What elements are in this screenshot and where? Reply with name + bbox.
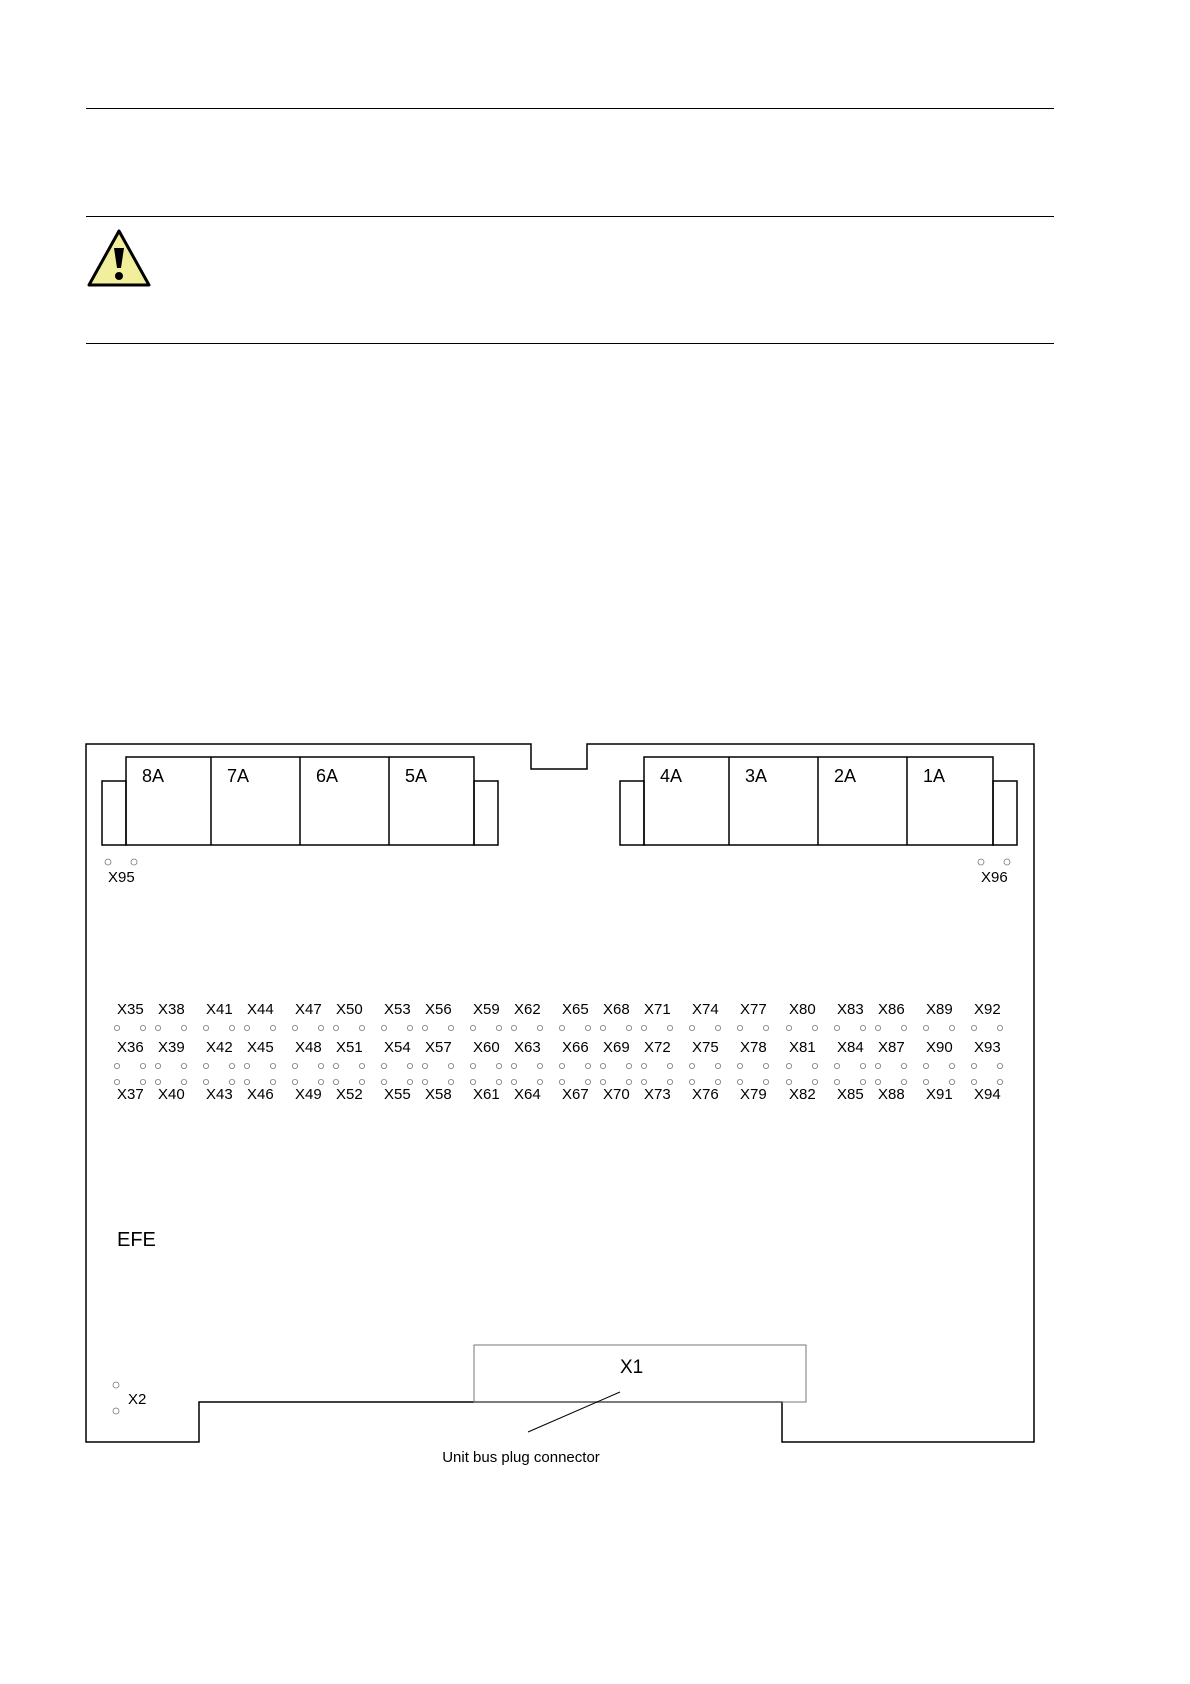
terminal-label-x87: X87: [878, 1039, 905, 1056]
terminal-pin: [667, 1079, 672, 1084]
terminal-label-x43: X43: [206, 1086, 233, 1103]
terminal-pin: [496, 1063, 501, 1068]
x2-pin-top: [113, 1382, 119, 1388]
terminal-pin: [270, 1063, 275, 1068]
terminal-label-x66: X66: [562, 1039, 589, 1056]
terminal-pin: [585, 1025, 590, 1030]
terminal-label-x88: X88: [878, 1086, 905, 1103]
terminal-pin: [229, 1025, 234, 1030]
terminal-label-x72: X72: [644, 1039, 671, 1056]
terminal-label-x53: X53: [384, 1001, 411, 1018]
terminal-label-x71: X71: [644, 1001, 671, 1018]
fuse-block-right-side-tab: [620, 781, 644, 845]
fuse-label-4a: 4A: [660, 766, 683, 786]
terminal-pin: [626, 1025, 631, 1030]
terminal-pin: [971, 1063, 976, 1068]
terminal-pin: [923, 1079, 928, 1084]
terminal-pin: [407, 1025, 412, 1030]
terminal-pin: [270, 1079, 275, 1084]
terminal-pin: [641, 1079, 646, 1084]
terminal-pin: [626, 1079, 631, 1084]
terminal-pin: [155, 1025, 160, 1030]
fuse-block-left-side-tab-2: [474, 781, 498, 845]
terminal-pin: [292, 1025, 297, 1030]
terminal-pin: [470, 1079, 475, 1084]
terminal-label-x62: X62: [514, 1001, 541, 1018]
terminal-pin: [949, 1025, 954, 1030]
terminal-label-x56: X56: [425, 1001, 452, 1018]
terminal-pin: [511, 1079, 516, 1084]
terminal-pin: [407, 1063, 412, 1068]
terminal-pin: [626, 1063, 631, 1068]
terminal-pin: [381, 1079, 386, 1084]
terminal-pin: [511, 1025, 516, 1030]
terminal-pin: [763, 1063, 768, 1068]
terminal-pin: [763, 1025, 768, 1030]
terminal-pin: [901, 1063, 906, 1068]
terminal-pin: [737, 1063, 742, 1068]
terminal-pin: [600, 1025, 605, 1030]
fuse-label-3a: 3A: [745, 766, 768, 786]
terminal-pin: [689, 1025, 694, 1030]
fuse-label-2a: 2A: [834, 766, 857, 786]
terminal-pin: [860, 1025, 865, 1030]
terminal-pin: [537, 1079, 542, 1084]
terminal-pin: [448, 1063, 453, 1068]
terminal-label-x64: X64: [514, 1086, 541, 1103]
terminal-pin: [667, 1025, 672, 1030]
terminal-label-x55: X55: [384, 1086, 411, 1103]
terminal-pin: [585, 1063, 590, 1068]
terminal-pin: [244, 1079, 249, 1084]
terminal-pin: [448, 1025, 453, 1030]
terminal-pin: [971, 1025, 976, 1030]
terminal-pin: [600, 1079, 605, 1084]
terminal-label-x68: X68: [603, 1001, 630, 1018]
terminal-pin: [860, 1079, 865, 1084]
terminal-pin: [292, 1079, 297, 1084]
terminal-pin: [737, 1079, 742, 1084]
terminal-pin: [875, 1079, 880, 1084]
terminal-label-x35: X35: [117, 1001, 144, 1018]
terminal-label-x46: X46: [247, 1086, 274, 1103]
terminal-label-x44: X44: [247, 1001, 274, 1018]
x2-pin-bottom: [113, 1408, 119, 1414]
terminal-pin: [318, 1063, 323, 1068]
terminal-pin: [689, 1079, 694, 1084]
terminal-label-x89: X89: [926, 1001, 953, 1018]
terminal-pin: [949, 1079, 954, 1084]
terminal-pin: [537, 1063, 542, 1068]
terminal-label-x94: X94: [974, 1086, 1001, 1103]
terminal-pin: [1004, 859, 1010, 865]
terminal-pin: [978, 859, 984, 865]
terminal-pin: [181, 1025, 186, 1030]
terminal-pin: [786, 1025, 791, 1030]
terminal-label-x50: X50: [336, 1001, 363, 1018]
terminal-pin: [923, 1063, 928, 1068]
terminal-label-x93: X93: [974, 1039, 1001, 1056]
terminal-pin: [422, 1063, 427, 1068]
terminal-label-x76: X76: [692, 1086, 719, 1103]
terminal-pin: [407, 1079, 412, 1084]
terminal-label-x81: X81: [789, 1039, 816, 1056]
terminal-pin: [875, 1025, 880, 1030]
terminal-label-x91: X91: [926, 1086, 953, 1103]
terminal-label-x59: X59: [473, 1001, 500, 1018]
terminal-label-x85: X85: [837, 1086, 864, 1103]
terminal-label-x54: X54: [384, 1039, 411, 1056]
terminal-label-x96: X96: [981, 869, 1008, 886]
terminal-pin: [244, 1063, 249, 1068]
terminal-pin: [381, 1025, 386, 1030]
terminal-pin: [812, 1025, 817, 1030]
terminal-pin: [155, 1079, 160, 1084]
terminal-pin: [496, 1079, 501, 1084]
terminal-pin: [812, 1079, 817, 1084]
terminal-label-x41: X41: [206, 1001, 233, 1018]
terminal-label-x40: X40: [158, 1086, 185, 1103]
terminal-label-x78: X78: [740, 1039, 767, 1056]
terminal-pin: [511, 1063, 516, 1068]
terminal-label-x65: X65: [562, 1001, 589, 1018]
terminal-label-x92: X92: [974, 1001, 1001, 1018]
efe-label: EFE: [117, 1229, 156, 1251]
terminal-label-x58: X58: [425, 1086, 452, 1103]
terminal-label-x42: X42: [206, 1039, 233, 1056]
terminal-pin: [667, 1063, 672, 1068]
terminal-label-x77: X77: [740, 1001, 767, 1018]
terminal-label-x95: X95: [108, 869, 135, 886]
terminal-label-x90: X90: [926, 1039, 953, 1056]
terminal-label-x37: X37: [117, 1086, 144, 1103]
terminal-pin: [333, 1063, 338, 1068]
terminal-label-x60: X60: [473, 1039, 500, 1056]
terminal-pin: [318, 1079, 323, 1084]
terminal-pin: [641, 1025, 646, 1030]
fuse-label-8a: 8A: [142, 766, 165, 786]
terminal-label-x63: X63: [514, 1039, 541, 1056]
terminal-label-x70: X70: [603, 1086, 630, 1103]
terminal-pin: [140, 1063, 145, 1068]
terminal-pin: [715, 1079, 720, 1084]
terminal-label-x36: X36: [117, 1039, 144, 1056]
terminal-pin: [834, 1025, 839, 1030]
terminal-pin: [114, 1063, 119, 1068]
terminal-pin: [203, 1063, 208, 1068]
terminal-label-x84: X84: [837, 1039, 864, 1056]
terminal-pin: [949, 1063, 954, 1068]
terminal-label-x74: X74: [692, 1001, 719, 1018]
terminal-pin: [140, 1025, 145, 1030]
terminal-label-x2: X2: [128, 1391, 147, 1408]
terminal-pin: [786, 1063, 791, 1068]
terminal-pin: [155, 1063, 160, 1068]
terminal-pin: [537, 1025, 542, 1030]
terminal-pin: [715, 1025, 720, 1030]
terminal-pin: [422, 1025, 427, 1030]
terminal-label-x86: X86: [878, 1001, 905, 1018]
fuse-label-5a: 5A: [405, 766, 428, 786]
terminal-pin: [270, 1025, 275, 1030]
terminal-pin: [923, 1025, 928, 1030]
terminal-pin: [834, 1079, 839, 1084]
terminal-pin: [105, 859, 111, 865]
terminal-pin: [181, 1063, 186, 1068]
terminal-pin: [244, 1025, 249, 1030]
terminal-pin: [470, 1025, 475, 1030]
terminal-pin: [559, 1063, 564, 1068]
terminal-pin: [901, 1079, 906, 1084]
terminal-pin: [114, 1079, 119, 1084]
terminal-label-x49: X49: [295, 1086, 322, 1103]
terminal-pin: [559, 1079, 564, 1084]
terminal-pin: [763, 1079, 768, 1084]
terminal-pin: [812, 1063, 817, 1068]
fuse-block-left-side-tab: [102, 781, 126, 845]
terminal-pin: [229, 1063, 234, 1068]
terminal-pin: [997, 1025, 1002, 1030]
terminal-pin: [901, 1025, 906, 1030]
terminal-label-x48: X48: [295, 1039, 322, 1056]
fuse-block-right-side-tab-2: [993, 781, 1017, 845]
terminal-pin: [292, 1063, 297, 1068]
terminal-pin: [131, 859, 137, 865]
connector-caption: Unit bus plug connector: [442, 1449, 600, 1466]
terminal-pin: [689, 1063, 694, 1068]
terminal-label-x52: X52: [336, 1086, 363, 1103]
terminal-label-x83: X83: [837, 1001, 864, 1018]
terminal-label-x51: X51: [336, 1039, 363, 1056]
terminal-pin: [229, 1079, 234, 1084]
terminal-label-x69: X69: [603, 1039, 630, 1056]
fuse-label-6a: 6A: [316, 766, 339, 786]
terminal-pin: [834, 1063, 839, 1068]
terminal-pin: [786, 1079, 791, 1084]
fuse-label-1a: 1A: [923, 766, 946, 786]
terminal-label-x75: X75: [692, 1039, 719, 1056]
fuse-label-7a: 7A: [227, 766, 250, 786]
terminal-pin: [470, 1063, 475, 1068]
terminal-pin: [381, 1063, 386, 1068]
terminal-label-x47: X47: [295, 1001, 322, 1018]
terminal-pin: [997, 1063, 1002, 1068]
terminal-pin: [559, 1025, 564, 1030]
terminal-pin: [860, 1063, 865, 1068]
terminal-label-x39: X39: [158, 1039, 185, 1056]
terminal-pin: [875, 1063, 880, 1068]
terminal-label-x38: X38: [158, 1001, 185, 1018]
terminal-label-x80: X80: [789, 1001, 816, 1018]
terminal-pin: [333, 1079, 338, 1084]
terminal-pin: [600, 1063, 605, 1068]
terminal-pin: [448, 1079, 453, 1084]
terminal-pin: [715, 1063, 720, 1068]
terminal-pin: [585, 1079, 590, 1084]
terminal-pin: [318, 1025, 323, 1030]
terminal-rows: [114, 1001, 1002, 1103]
terminal-pin: [737, 1025, 742, 1030]
terminal-pin: [641, 1063, 646, 1068]
terminal-label-x67: X67: [562, 1086, 589, 1103]
connector-leader-line: [528, 1392, 620, 1432]
terminal-label-x57: X57: [425, 1039, 452, 1056]
terminal-pin: [333, 1025, 338, 1030]
terminal-label-x45: X45: [247, 1039, 274, 1056]
terminal-label-x61: X61: [473, 1086, 500, 1103]
terminal-pin: [359, 1079, 364, 1084]
terminal-label-x82: X82: [789, 1086, 816, 1103]
terminal-pin: [140, 1079, 145, 1084]
terminal-pin: [422, 1079, 427, 1084]
terminal-pin: [203, 1025, 208, 1030]
terminal-pin: [203, 1079, 208, 1084]
terminal-label-x79: X79: [740, 1086, 767, 1103]
terminal-pin: [181, 1079, 186, 1084]
terminal-pin: [114, 1025, 119, 1030]
terminal-label-x73: X73: [644, 1086, 671, 1103]
x1-label: X1: [620, 1357, 644, 1378]
terminal-pin: [997, 1079, 1002, 1084]
terminal-pin: [359, 1025, 364, 1030]
terminal-pin: [971, 1079, 976, 1084]
terminal-pin: [359, 1063, 364, 1068]
terminal-pin: [496, 1025, 501, 1030]
